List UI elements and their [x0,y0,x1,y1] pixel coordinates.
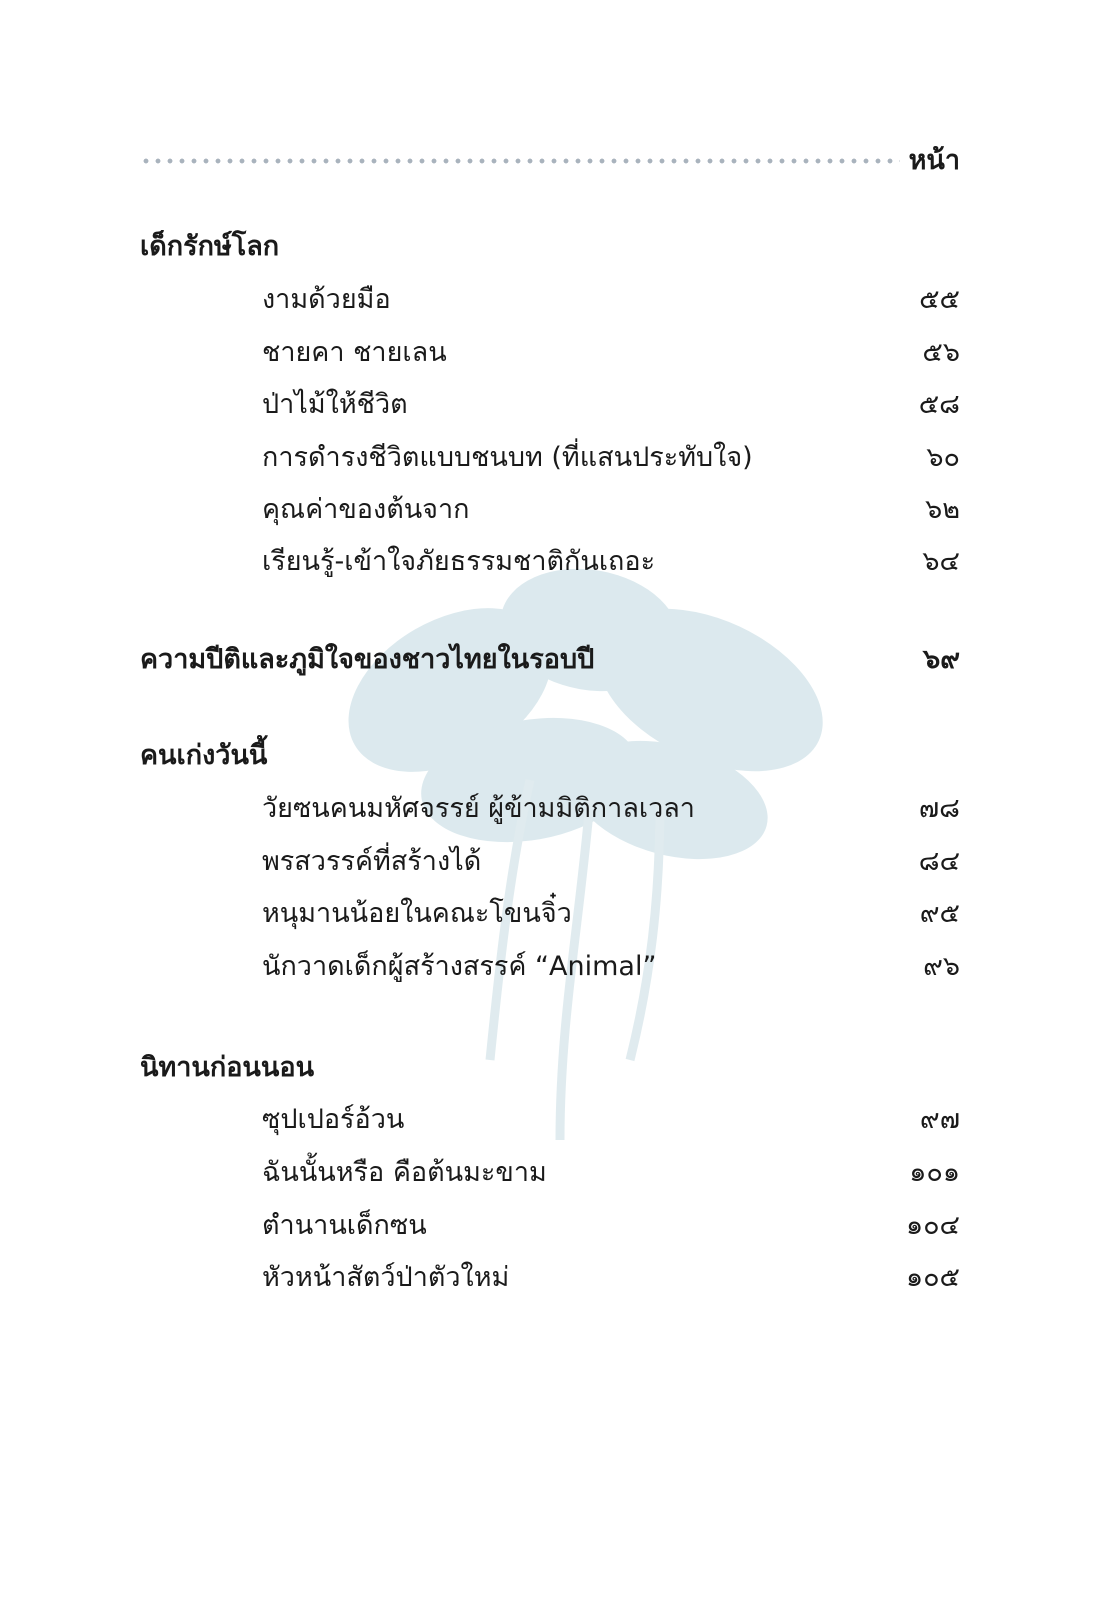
entry-title: พรสวรรค์ที่สร้างได้ [262,846,482,877]
section-page: ๖๙ [923,644,960,675]
toc-section-heading [0,736,1103,776]
entry-title: ฉันนั้นหรือ คือต้นมะขาม [262,1157,547,1188]
entry-title: นักวาดเด็กผู้สร้างสรรค์ “Animal” [262,951,657,982]
entry-page: ๑๐๔ [905,1210,960,1241]
entry-page: ๙๖ [923,951,960,982]
entry-title: การดำรงชีวิตแบบชนบท (ที่แสนประทับใจ) [262,442,753,473]
entry-title: ตำนานเด็กซน [262,1210,427,1241]
toc-entry [0,789,1103,829]
entry-title: ซุปเปอร์อ้วน [262,1104,405,1135]
section-title: นิทานก่อนนอน [140,1052,315,1083]
toc-entry [0,542,1103,582]
toc-entry [0,842,1103,882]
entry-title: ป่าไม้ให้ชีวิต [262,389,408,420]
entry-page: ๙๕ [919,898,960,929]
entry-page: ๕๖ [922,337,960,368]
entry-page: ๖๒ [925,494,960,525]
entry-page: ๕๕ [919,284,960,315]
section-title: เด็กรักษ์โลก [140,231,280,262]
entry-page: ๑๐๕ [905,1262,960,1293]
toc-entry [0,947,1103,987]
entry-page: ๗๘ [918,793,960,824]
toc-entry [0,894,1103,934]
entry-title: เรียนรู้-เข้าใจภัยธรรมชาติกันเถอะ [262,546,656,577]
entry-title: คุณค่าของต้นจาก [262,494,470,525]
entry-title: ชายคา ชายเลน [262,337,447,368]
entry-page: ๖๔ [922,546,960,577]
entry-title: งามด้วยมือ [262,284,391,315]
section-title: ความปีติและภูมิใจของชาวไทยในรอบปี [140,644,595,675]
toc-section-heading [0,227,1103,267]
entry-title: วัยซนคนมหัศจรรย์ ผู้ข้ามมิติกาลเวลา [262,793,695,824]
entry-page: ๙๗ [919,1104,960,1135]
toc-entry [0,1258,1103,1298]
toc-entry [0,1206,1103,1246]
toc-entry [0,280,1103,320]
toc-header [140,138,960,178]
entry-page: ๖๐ [926,442,960,473]
toc-entry [0,1100,1103,1140]
section-title: คนเก่งวันนี้ [140,740,268,771]
entry-title: หัวหน้าสัตว์ป่าตัวใหม่ [262,1262,510,1293]
entry-page: ๘๔ [918,846,960,877]
entry-title: หนุมานน้อยในคณะโขนจิ๋ว [262,898,572,929]
page-column-label: หน้า [908,145,960,176]
entry-page: ๕๘ [918,389,960,420]
toc-entry [0,385,1103,425]
entry-page: ๑๐๑ [909,1157,960,1188]
dotted-divider [140,158,900,164]
toc-section-heading [0,640,1103,680]
toc-section-heading [0,1048,1103,1088]
toc-entry [0,438,1103,478]
toc-entry [0,490,1103,530]
toc-entry [0,333,1103,373]
toc-entry [0,1153,1103,1193]
